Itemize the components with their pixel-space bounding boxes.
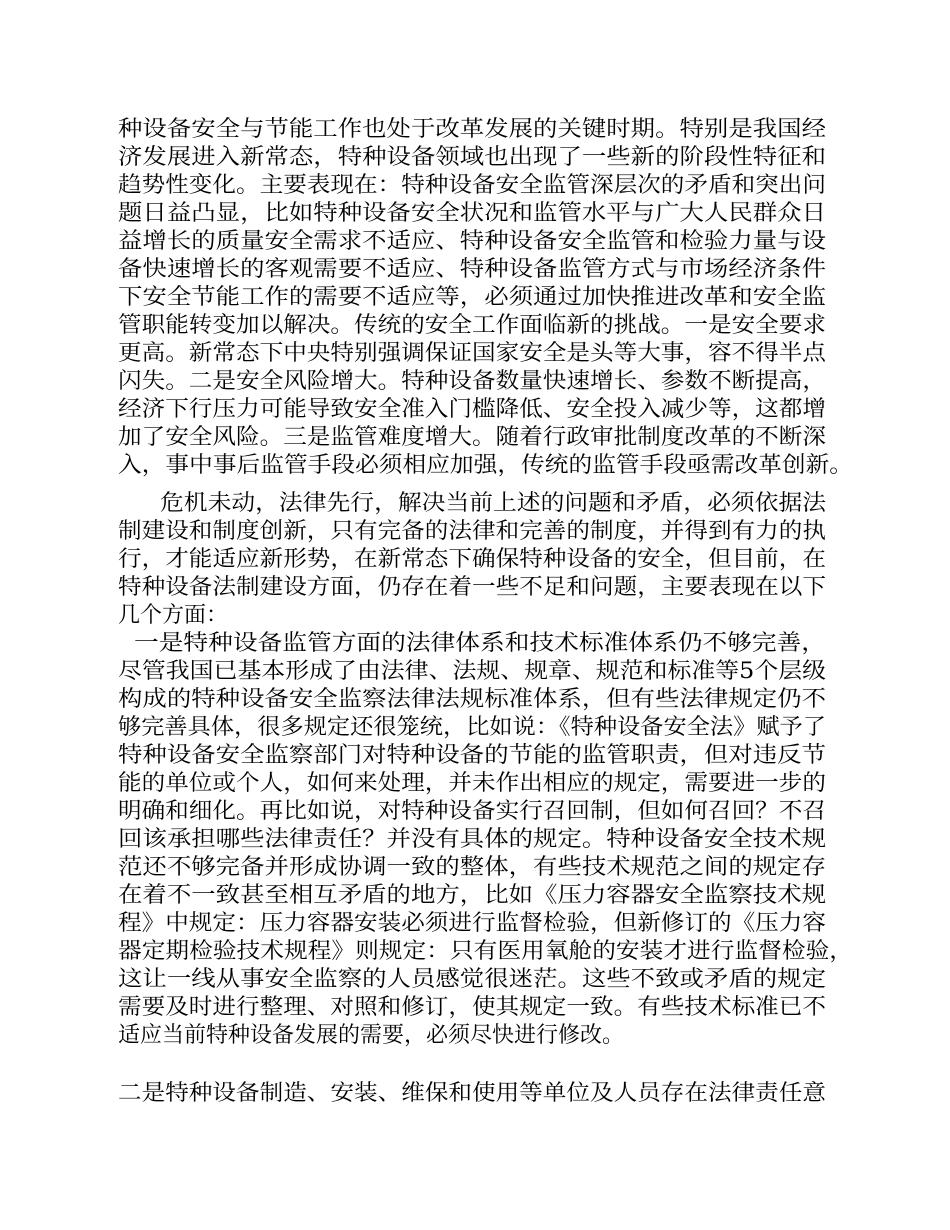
- text-line: 危机未动，法律先行，解决当前上述的问题和矛盾，必须依据法: [160, 491, 827, 516]
- text-line: 能的单位或个人，如何来处理，并未作出相应的规定，需要进一步的: [118, 771, 826, 796]
- text-line: 这让一线从事安全监察的人员感觉很迷茫。这些不致或矛盾的规定: [118, 967, 827, 992]
- text-line: 二是特种设备制造、安装、维保和使用等单位及人员存在法律责任意: [118, 1081, 826, 1106]
- text-line: 明确和细化。再比如说，对特种设备实行召回制，但如何召回？不召: [118, 799, 826, 824]
- text-line: 济发展进入新常态，特种设备领域也出现了一些新的阶段性特征和: [118, 145, 827, 170]
- text-line: 加了安全风险。三是监管难度增大。随着行政审批制度改革的不断深: [118, 425, 826, 450]
- text-line: 器定期检验技术规程》则规定：只有医用氧舱的安装才进行监督检验，: [118, 939, 854, 964]
- text-line: 需要及时进行整理、对照和修订，使其规定一致。有些技术标准已不: [118, 995, 826, 1020]
- text-line: 尽管我国已基本形成了由法律、法规、规章、规范和标准等5个层级: [118, 659, 827, 684]
- text-line: 题日益凸显，比如特种设备安全状况和监管水平与广大人民群众日: [118, 201, 827, 226]
- text-line: 范还不够完备并形成协调一致的整体，有些技术规范之间的规定存: [118, 855, 827, 880]
- text-line: 一是特种设备监管方面的法律体系和技术标准体系仍不够完善，: [134, 631, 827, 656]
- text-line: 行，才能适应新形势，在新常态下确保特种设备的安全，但目前，在: [118, 547, 826, 572]
- text-line: 益增长的质量安全需求不适应、特种设备安全监管和检验力量与设: [118, 229, 827, 254]
- text-line: 几个方面：: [118, 603, 229, 628]
- text-line: 特种设备法制建设方面，仍存在着一些不足和问题，主要表现在以下: [118, 575, 826, 600]
- text-line: 制建设和制度创新，只有完备的法律和完善的制度，并得到有力的执: [118, 519, 826, 544]
- text-line: 特种设备安全监察部门对特种设备的节能的监管职责，但对违反节: [118, 743, 827, 768]
- text-line: 回该承担哪些法律责任？并没有具体的规定。特种设备安全技术规: [118, 827, 827, 852]
- text-line: 经济下行压力可能导致安全准入门槛降低、安全投入减少等，这都增: [118, 397, 826, 422]
- text-line: 管职能转变加以解决。传统的安全工作面临新的挑战。一是安全要求: [118, 313, 826, 338]
- text-line: 构成的特种设备安全监察法律法规标准体系，但有些法律规定仍不: [118, 687, 827, 712]
- text-line: 趋势性变化。主要表现在：特种设备安全监管深层次的矛盾和突出问: [118, 173, 826, 198]
- text-line: 入，事中事后监管手段必须相应加强，传统的监管手段亟需改革创新。: [118, 453, 854, 478]
- text-line: 种设备安全与节能工作也处于改革发展的关键时期。特别是我国经: [118, 117, 827, 142]
- text-line: 备快速增长的客观需要不适应、特种设备监管方式与市场经济条件: [118, 257, 827, 282]
- text-line: 更高。新常态下中央特别强调保证国家安全是头等大事，容不得半点: [118, 341, 826, 366]
- text-line: 闪失。二是安全风险增大。特种设备数量快速增长、参数不断提高，: [118, 369, 826, 394]
- text-line: 够完善具体，很多规定还很笼统，比如说：《特种设备安全法》赋予了: [118, 715, 826, 740]
- text-line: 程》中规定：压力容器安装必须进行监督检验，但新修订的《压力容: [118, 911, 826, 936]
- text-line: 下安全节能工作的需要不适应等，必须通过加快推进改革和安全监: [118, 285, 827, 310]
- text-line: 在着不一致甚至相互矛盾的地方，比如《压力容器安全监察技术规: [118, 883, 827, 908]
- text-line: 适应当前特种设备发展的需要，必须尽快进行修改。: [118, 1023, 625, 1048]
